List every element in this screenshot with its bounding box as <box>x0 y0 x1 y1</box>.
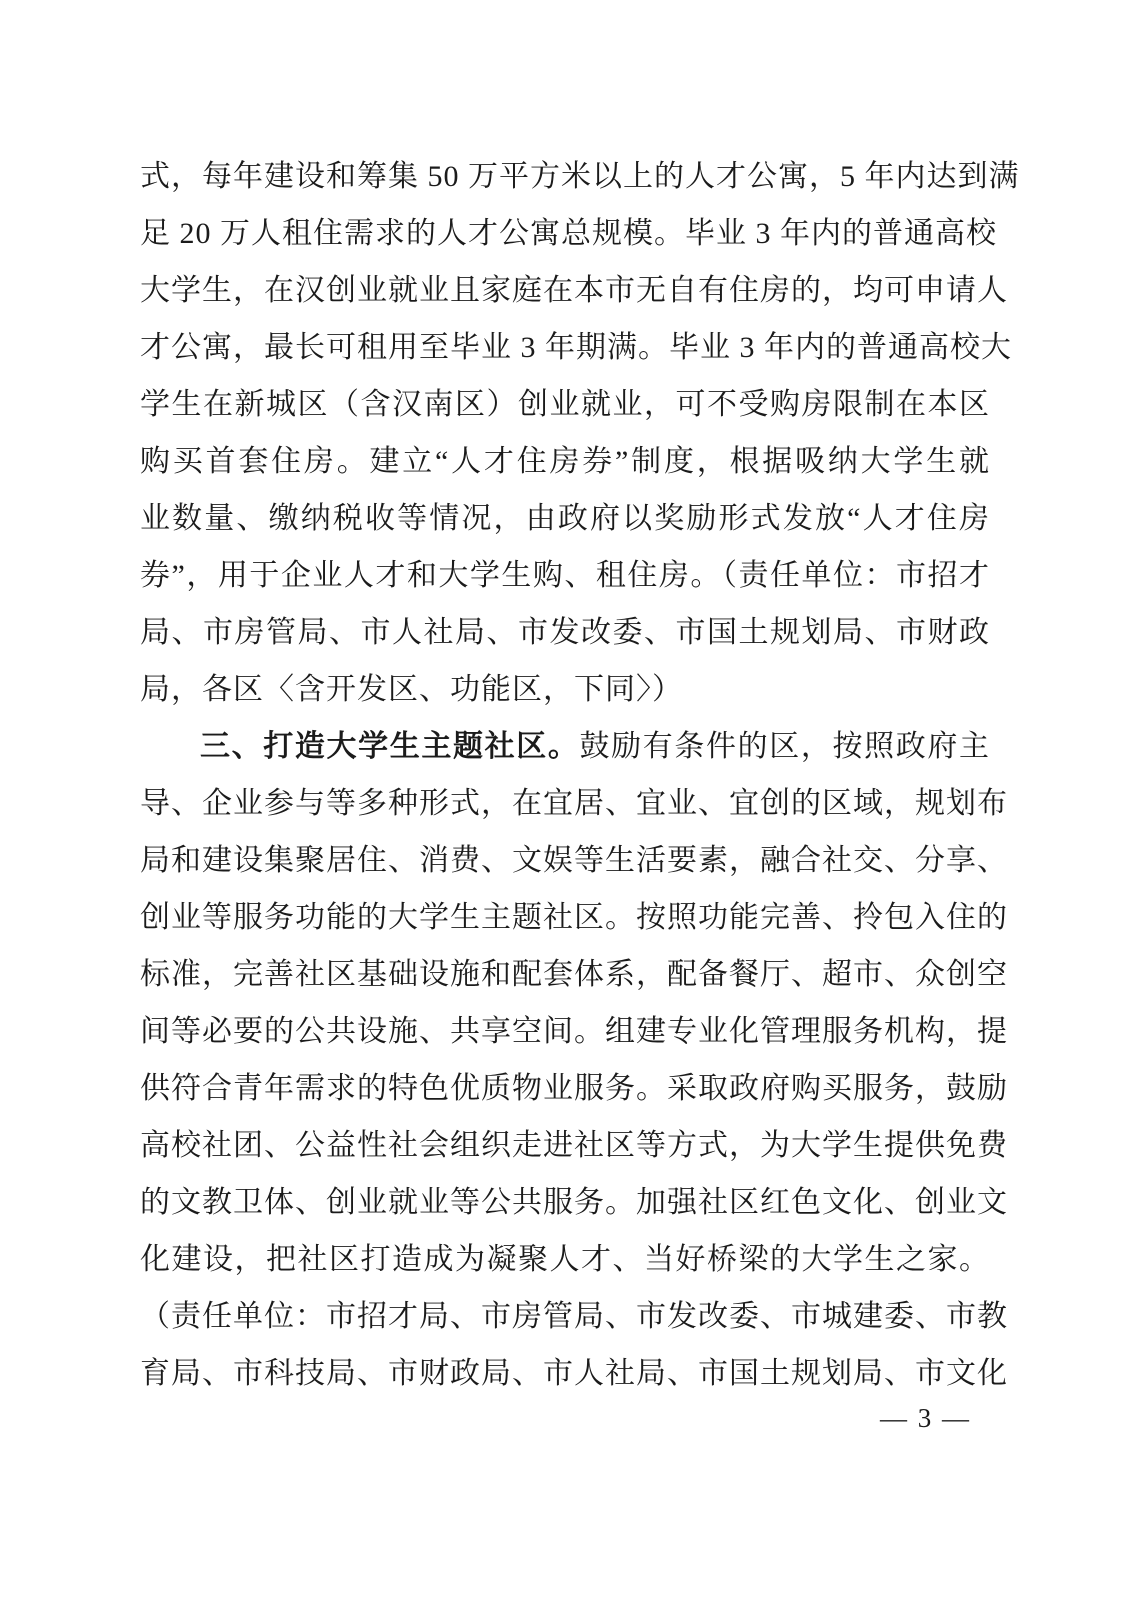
text-segment-body: 导、企业参与等多种形式，在宜居、宜业、宜创的区域，规划布 <box>140 787 1008 820</box>
text-segment-body: 化建设，把社区打造成为凝聚人才、当好桥梁的大学生之家。 <box>140 1243 990 1276</box>
text-segment-body: 大学生，在汉创业就业且家庭在本市无自有住房的，均可申请人 <box>140 274 1008 307</box>
text-line-20 <box>140 1231 990 1288</box>
text-segment-body: 式，每年建设和筹集 50 万平方米以上的人才公寓，5 年内达到满 <box>140 160 1020 193</box>
text-segment-body: 学生在新城区（含汉南区）创业就业，可不受购房限制在本区 <box>140 388 990 421</box>
text-line-2 <box>140 205 997 262</box>
text-line-16 <box>140 1003 1008 1060</box>
text-line-8 <box>140 547 990 604</box>
text-segment-body: 业数量、缴纳税收等情况，由政府以奖励形式发放“人才住房 <box>140 502 990 535</box>
text-line-9 <box>140 604 990 661</box>
text-segment-hei: 三、打造大学生主题社区。 <box>200 730 580 763</box>
text-segment-kai: （责任单位：市招才局、市房管局、市发改委、市城建委、市教 <box>140 1300 1008 1333</box>
text-line-1 <box>140 148 1020 205</box>
text-line-11 <box>140 718 990 775</box>
text-line-21 <box>140 1288 1008 1345</box>
text-line-12 <box>140 775 1008 832</box>
text-segment-body: 才公寓，最长可租用至毕业 3 年期满。毕业 3 年内的普通高校大 <box>140 331 1012 364</box>
text-segment-body: 供符合青年需求的特色优质物业服务。采取政府购买服务，鼓励 <box>140 1072 1008 1105</box>
text-segment-body: 高校社团、公益性社会组织走进社区等方式，为大学生提供免费 <box>140 1129 1008 1162</box>
text-line-7 <box>140 490 990 547</box>
text-segment-kai: （责任单位：市招才 <box>721 559 990 592</box>
text-segment-body: 标准，完善社区基础设施和配套体系，配备餐厅、超市、众创空 <box>140 958 1008 991</box>
text-segment-body: 鼓励有条件的区，按照政府主 <box>579 730 990 763</box>
text-line-3 <box>140 262 1008 319</box>
text-segment-body: 局和建设集聚居住、消费、文娱等生活要素，融合社交、分享、 <box>140 844 1008 877</box>
text-segment-body: 创业等服务功能的大学生主题社区。按照功能完善、拎包入住的 <box>140 901 1008 934</box>
text-line-5 <box>140 376 990 433</box>
text-segment-body: 间等必要的公共设施、共享空间。组建专业化管理服务机构，提 <box>140 1015 1008 1048</box>
text-line-18 <box>140 1117 1008 1174</box>
text-line-15 <box>140 946 1008 1003</box>
text-line-4 <box>140 319 1012 376</box>
text-segment-body: 的文教卫体、创业就业等公共服务。加强社区红色文化、创业文 <box>140 1186 1008 1219</box>
text-line-22 <box>140 1345 1008 1402</box>
text-line-13 <box>140 832 1008 889</box>
text-segment-body: 券”，用于企业人才和大学生购、租住房。 <box>140 559 722 592</box>
text-segment-kai: 局，各区〈含开发区、功能区，下同〉） <box>140 673 683 706</box>
page-number: — 3 — <box>880 1403 971 1433</box>
text-segment-kai: 育局、市科技局、市财政局、市人社局、市国土规划局、市文化 <box>140 1357 1008 1390</box>
text-segment-body: 足 20 万人租住需求的人才公寓总规模。毕业 3 年内的普通高校 <box>140 217 997 250</box>
document-body <box>140 148 1020 1402</box>
text-segment-kai: 局、市房管局、市人社局、市发改委、市国土规划局、市财政 <box>140 616 990 649</box>
text-line-17 <box>140 1060 1008 1117</box>
text-line-14 <box>140 889 1008 946</box>
text-line-19 <box>140 1174 1008 1231</box>
text-segment-body: 购买首套住房。建立“人才住房券”制度，根据吸纳大学生就 <box>140 445 990 478</box>
text-line-10 <box>140 661 990 718</box>
text-line-6 <box>140 433 990 490</box>
